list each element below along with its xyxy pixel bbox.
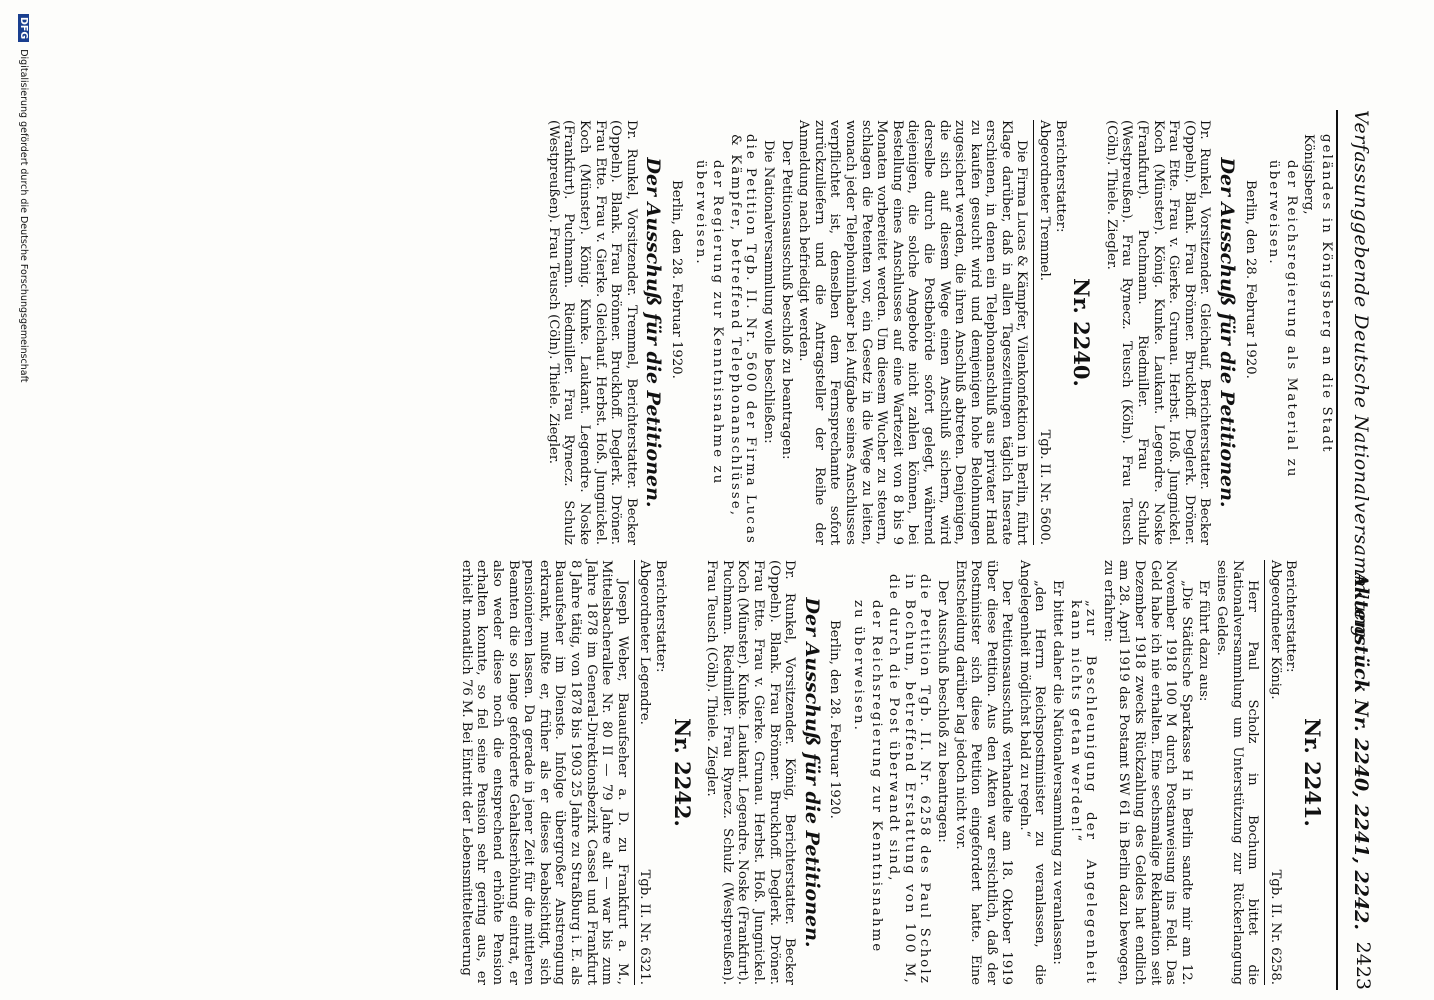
body-paragraph: Herr Paul Scholz in Bochum bittet die Nationalversammlung um Unterstützung zur Rückerlangung seines Geldes. xyxy=(1214,560,1261,985)
body-paragraph: Er bittet daher die Nationalversammlung zu veranlassen: xyxy=(1050,580,1066,965)
journal-number: Tgb. II. Nr. 5600. xyxy=(1037,429,1053,545)
dfg-logo: DFG xyxy=(18,14,29,42)
body-paragraph: Die Nationalversammlung wolle beschließen: xyxy=(761,140,776,444)
body-paragraph: Die Firma Lucas & Kämpfer, Vilenkonfektion in Berlin, führt Klage darüber, daß in allen Tageszeitungen täglich Inserate erschienen, in denen ein Telephonanschluß aus privater Hand zu kaufen gesucht wird und demjenigen hohe Belohnungen zugesichert werden, die ihren Anschluß abtreten. Denjenigen, die sich auf diesem Wege einen Anschluß sichern, wird derselbe durch die Postbehörde sofort gelegt, während diejenigen, die solche Angebote nicht zahlen können, bei Bestellung eines Anschlusses auf eine Wartezeit von 8 bis 9 Monaten vorbereitet werden. Um diesem Wucher zu steuern, schlagen die Petenten vor, ein Gesetz in die Wege zu leiten, wonach jeder Telephoninhaber bei Aufgabe seines Anschlusses verpflichtet ist, denselben dem Fernsprechamte sofort zurückzuliefern und die Antragsteller der Reihe der Anmeldung nach befriedigt werden. xyxy=(796,120,1030,545)
body-paragraph: Der Petitionsausschuß verhandelte am 18. Oktober 1919 über diese Petition. Aus den Akten war ersichtlich, daß der Postminister sich diese Petition eingefordert hatte. Eine Entscheidung darüber lag jedoch nicht vor. xyxy=(952,560,1015,985)
committee-heading: Der Ausschuß für die Petitionen. xyxy=(1216,157,1239,508)
rapporteur-label: Berichterstatter: xyxy=(1052,120,1068,233)
document-number-2242: Nr. 2242. xyxy=(669,718,695,827)
rapporteur-name: Abgeordneter Tremmel. xyxy=(1037,120,1053,281)
column-left xyxy=(543,120,1334,545)
column-right xyxy=(456,560,1334,985)
committee-members: Dr. Runkel, Vorsitzender. König, Berichterstatter. Becker (Oppeln). Blank. Frau Brönner. Bruckhoff. Deglerk. Dröner. Frau Ette. Frau v. Gierke. Grunau. Herbst. Hoß. Jungnickel. Koch (Münster). Kunke. Laukant. Legendre. Noske (Frankfurt). Puchmann. Riedmiller. Frau Rynecz. Schulz (Westpreußen). Frau Teusch (Cöln). Thiele. Ziegler. xyxy=(704,560,798,985)
rapporteur-row xyxy=(1034,120,1053,545)
date-line: Berlin, den 28. Februar 1920. xyxy=(669,180,685,379)
petition-reference: die Petition Tgb. II. Nr. 5600 der Firma Lucas & Kämpfer, betreffend Telephonanschlüsse, xyxy=(727,134,759,545)
body-paragraph: Der Petitionsausschuß beschloß zu beantragen: xyxy=(778,140,794,460)
page-header xyxy=(1336,110,1378,990)
rapporteur-name: Abgeordneter Legendre. xyxy=(637,560,653,725)
digitization-footer xyxy=(18,14,29,1000)
committee-heading: Der Ausschuß für die Petitionen. xyxy=(800,597,823,948)
date-line: Berlin, den 28. Februar 1920. xyxy=(1242,180,1258,379)
quotation: „zur Beschleunigung der Angelegenheit kann nichts getan werden!“ xyxy=(1067,600,1099,985)
resolution-line: der Reichsregierung zur Kenntnisnahme xyxy=(868,600,884,954)
footer-text: Digitalisierung gefördert durch die Deutsche Forschungsgemeinschaft xyxy=(18,49,29,383)
journal-number: Tgb. II. Nr. 6258. xyxy=(1267,869,1283,985)
body-paragraph: Joseph Weber, Bauaufseher a. D. zu Frankfurt a. M., Mittelsbacherallee Nr. 80 II — 79 Jahre alt — war bis zum Jahre 1878 im General-Direktionsbezirk Cassel und Frankfurt 8 Jahre tätig, von 1878 bis 1903 25 Jahre zu Straßburg i. E. als Bauaufseher im Dienste. Infolge übergroßer Anstrengung erkrankt, mußte er, früher als er dieses beabsichtigt, sich pensionieren lassen. Da gerade in jener Zeit für die mittleren Beamten die so lange geforderte Gehaltserhöhung eintrat, er also weder diese noch die entsprechend erhöhte Pension erhalten konnte, so fiel seine Pension sehr gering aus, er erhielt monatlich 76 M. Bei Eintritt der Lebensmittelteuerung xyxy=(458,560,630,985)
continuation-line: überweisen. xyxy=(1266,160,1282,266)
date-line: Berlin, den 28. Februar 1920. xyxy=(827,620,843,819)
body-paragraph: „den Herrn Reichspostminister zu veranlassen, die Angelegenheit möglichst bald zu regeln.“ xyxy=(1016,560,1048,985)
header-document-numbers: Aktenstück Nr. 2240, 2241, 2242. xyxy=(1350,572,1372,930)
body-paragraph: „Die Städtische Sparkasse H in Berlin sandte mir am 12. November 1918 100 M durch Postanweisung ins Feld. Das Geld habe ich nie erhalten. Eine sechsmalige Reklamation seit Dezember 1918 zwecks Rückzahlung des Geldes hat endlich am 28. April 1919 das Postamt SW 61 in Berlin dazu bewogen, zu erfahren: xyxy=(1100,560,1194,985)
continuation-line: Königsberg, xyxy=(1301,134,1317,215)
continuation-line: der Reichsregierung als Material zu xyxy=(1283,160,1299,479)
resolution-line: der Regierung zur Kenntnisnahme zu xyxy=(710,160,726,486)
resolution-line: überweisen. xyxy=(692,160,708,266)
body-paragraph: Der Ausschuß beschloß zu beantragen: xyxy=(934,580,950,843)
rapporteur-row xyxy=(1264,560,1283,985)
page-number: 2423 xyxy=(1352,941,1374,990)
petition-reference: die Petition Tgb. II. Nr. 6258 des Paul Scholz in Bochum, betreffend Erstattung von 100 M, die durch die Post überwandt sind, xyxy=(886,574,933,985)
header-title: Verfassunggebende Deutsche Nationalversammlung. xyxy=(1350,110,1372,645)
continuation-line: geländes in Königsberg an die Stadt xyxy=(1319,134,1334,454)
rapporteur-label: Berichterstatter: xyxy=(653,560,669,673)
rapporteur-name: Abgeordneter König. xyxy=(1267,560,1283,700)
committee-members: Dr. Runkel, Vorsitzender. Gleichauf, Berichterstatter. Becker (Oppeln). Blank. Frau Brönner. Bruckhoff. Deglerk. Dröner. Frau Ette. Frau v. Gierke. Grunau. Herbst. Hoß. Jungnickel. Koch (Münster). König. Kunke. Laukant. Legendre. Noske (Frankfurt). Puchmann. Riedmiller. Frau Schulz (Westpreußen). Frau Rynecz. Teusch (Köln). Frau Teusch (Cöln). Thiele. Ziegler. xyxy=(1103,120,1213,545)
resolution-line: zu überweisen. xyxy=(850,600,866,733)
committee-members: Dr. Runkel, Vorsitzender. Tremmel, Berichterstatter. Becker (Oppeln). Blank. Frau Brönner. Bruckhoff. Deglerk. Dröner. Frau Ette. Frau v. Gierke. Gleichauf. Herbst. Hoß. Jungnickel. Koch (Münster). König. Kunke. Laukant. Legendre. Noske (Frankfurt). Puchmann. Riedmiller. Frau Rynecz. Schulz (Westpreußen). Frau Teusch (Cöln). Thiele. Ziegler. xyxy=(545,120,639,545)
rapporteur-row xyxy=(634,560,653,985)
rapporteur-label: Berichterstatter: xyxy=(1283,560,1299,673)
journal-number: Tgb. II. Nr. 6321. xyxy=(637,869,653,985)
committee-heading: Der Ausschuß für die Petitionen. xyxy=(642,157,665,508)
document-number-2240: Nr. 2240. xyxy=(1069,278,1095,387)
document-number-2241: Nr. 2241. xyxy=(1300,718,1325,827)
body-paragraph: Er führt dazu aus: xyxy=(1196,580,1212,702)
